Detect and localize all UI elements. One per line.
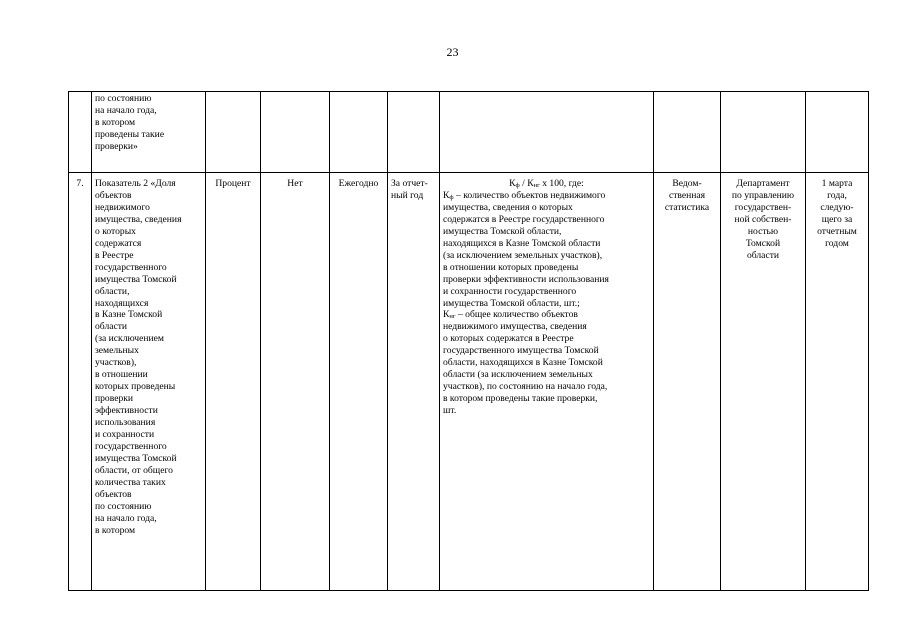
cell-unit [206, 92, 261, 173]
cell-indicator [92, 92, 206, 173]
cell-responsible [721, 173, 806, 591]
cell-deadline [806, 173, 869, 591]
definition-kog-sub: нг [449, 313, 456, 321]
table-row-continuation [69, 92, 869, 173]
indicator-continuation-text: по состоянию на начало года, в котором проведены такие проверки» [95, 93, 165, 152]
cell-period [388, 173, 440, 591]
cell-num [69, 92, 92, 173]
cell-cumulative [261, 92, 330, 173]
cell-unit [206, 173, 261, 591]
cell-source [654, 92, 721, 173]
definition-kf-sub: ф [449, 193, 454, 201]
source-text: Ведом- ственная статистика [664, 178, 710, 213]
cell-deadline [806, 92, 869, 173]
page-number: 23 [446, 45, 459, 59]
deadline-text: 1 марта года, следую- щего за отчетным годом [817, 178, 857, 249]
cumulative-text: Нет [287, 178, 303, 189]
row-number: 7. [76, 178, 84, 189]
cell-periodicity [330, 92, 388, 173]
formula-separator: / [519, 178, 528, 189]
cell-num [69, 173, 92, 591]
cell-source [654, 173, 721, 591]
definition-kog [443, 309, 650, 417]
indicator-text: Показатель 2 «Доля объектов недвижимого имущества, сведения о которых содержатся в Реестре государственного имущества Томской области, находящихся в Казне Томской области (за исключением земельных участков), в отношении которых проведены проверки эффективности использования и сохранности государственного имущества Томской области, от общего количества таких объектов по состоянию на начало года, в котором [95, 178, 182, 536]
cell-indicator [92, 173, 206, 591]
formula-k1: К [509, 178, 516, 189]
definition-kog-text: – общее количество объектов недвижимого имущества, сведения о которых содержатся в Реестре государственного имущества Томской области, находящихся в Казне Томской области (за исключением земельных участков), по состоянию на начало года, в котором проведены такие проверки, шт. [443, 309, 608, 417]
cell-responsible [721, 92, 806, 173]
cell-formula [440, 92, 654, 173]
cell-periodicity [330, 173, 388, 591]
formula-tail: x 100, где: [539, 178, 584, 189]
cell-cumulative [261, 173, 330, 591]
definition-kf [443, 190, 650, 310]
cell-formula [440, 173, 654, 591]
table-row-7 [69, 173, 869, 591]
formula-sub-f: ф [515, 182, 520, 189]
definition-kog-letter: К [443, 309, 450, 321]
formula-sub-og: нг [533, 182, 540, 189]
cell-period [388, 92, 440, 173]
period-text: За отчет- ный год [391, 178, 428, 201]
periodicity-text: Ежегодно [338, 178, 379, 189]
responsible-text: Департамент по управлению государствен- ной собствен- ностью Томской области [731, 178, 795, 261]
unit-text: Процент [215, 178, 251, 189]
definition-kf-text: – количество объектов недвижимого имущества, сведения о которых содержатся в Реестре государственного имущества Томской области, находящихся в Казне Томской области (за исключением земельных участков), в отношении которых проведены проверки эффективности использования и сохранности государственного имущества Томской области, шт.; [443, 189, 609, 309]
indicators-table [68, 91, 869, 591]
formula-k2: К [527, 178, 534, 189]
formula-line [443, 178, 650, 190]
definition-kf-letter: К [443, 189, 450, 201]
